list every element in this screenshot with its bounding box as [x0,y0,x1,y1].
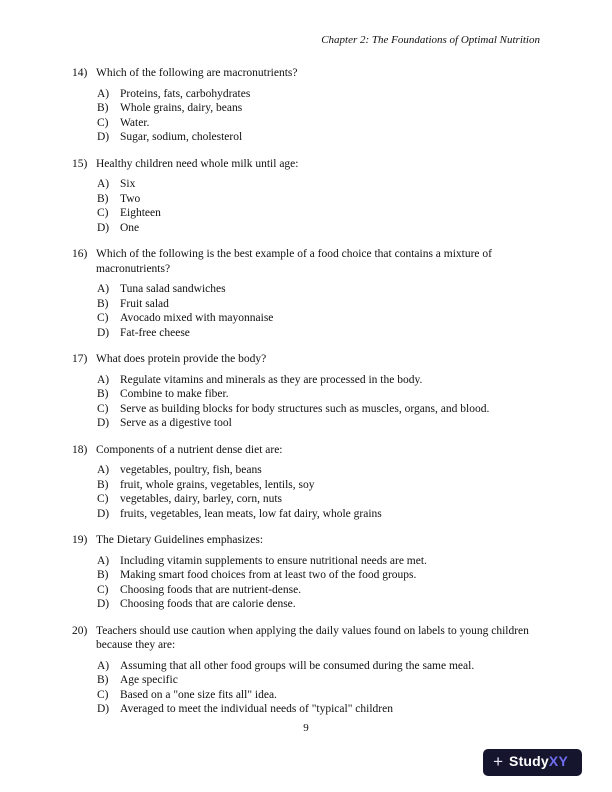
option-letter: D) [97,417,110,429]
option-text: vegetables, dairy, barley, corn, nuts [120,493,283,505]
question-head [72,66,542,81]
option-text: Regulate vitamins and minerals as they are processed in the body. [120,373,423,386]
option-text: Serve as a digestive tool [120,417,232,429]
question-head [72,157,542,172]
option-text: Avocado mixed with mayonnaise [120,312,274,324]
running-header: Chapter 2: The Foundations of Optimal Nutrition [321,34,540,46]
option-row [97,402,542,417]
option-text: Assuming that all other food groups will be consumed during the same meal. [120,659,475,672]
option-row [97,583,542,598]
option-row [97,507,542,522]
option-letter: A) [97,373,110,386]
question-text: Components of a nutrient dense diet are: [96,443,283,456]
option-row [97,463,542,478]
question-text: Which of the following are macronutrients? [96,67,298,79]
option-letter: C) [97,116,109,129]
option-letter: B) [97,478,109,491]
option-text: fruit, whole grains, vegetables, lentils, soy [120,478,315,491]
question-options [97,87,542,145]
question-options [97,463,542,521]
question-block [72,533,542,612]
option-row [97,192,542,207]
plus-icon: + [493,752,504,771]
option-row [97,597,542,612]
question-text: Healthy children need whole milk until age: [96,157,299,170]
question-options [97,554,542,612]
option-text: Proteins, fats, carbohydrates [120,87,251,100]
question-block [72,66,542,145]
question-options [97,177,542,235]
question-number: 15) [72,157,88,170]
option-letter: B) [97,388,109,400]
option-letter: B) [97,674,109,686]
option-row [97,282,542,297]
option-text: Including vitamin supplements to ensure nutritional needs are met. [120,554,427,567]
question-block [72,352,542,431]
option-text: vegetables, poultry, fish, beans [120,464,262,476]
questions-list [72,66,542,729]
option-letter: A) [97,554,110,567]
option-text: fruits, vegetables, lean meats, low fat dairy, whole grains [120,507,382,520]
option-text: Based on a "one size fits all" idea. [120,688,277,701]
option-row [97,297,542,312]
option-letter: C) [97,493,109,505]
option-row [97,478,542,493]
option-text: Making smart food choices from at least two of the food groups. [120,569,417,581]
question-head [72,247,542,276]
option-letter: D) [97,131,110,143]
question-text: Which of the following is the best example of a food choice that contains a mixture of macronutrients? [96,248,492,275]
question-block [72,157,542,236]
option-text: Fruit salad [120,297,169,310]
question-options [97,282,542,340]
question-number: 16) [72,248,88,260]
option-row [97,387,542,402]
question-text: What does protein provide the body? [96,353,267,365]
option-letter: A) [97,464,110,476]
option-text: Choosing foods that are nutrient-dense. [120,583,302,596]
option-letter: D) [97,598,110,610]
option-letter: C) [97,207,109,219]
question-head [72,352,542,367]
option-row [97,554,542,569]
question-options [97,659,542,717]
option-row [97,206,542,221]
option-text: Two [120,192,141,205]
option-letter: A) [97,87,110,100]
option-letter: A) [97,659,110,672]
option-text: Fat-free cheese [120,326,190,339]
option-text: Serve as building blocks for body structures such as muscles, organs, and blood. [120,402,490,415]
option-letter: A) [97,178,110,190]
option-letter: C) [97,402,109,415]
option-text: Water. [120,116,150,129]
option-letter: D) [97,221,110,234]
option-text: Tuna salad sandwiches [120,283,226,295]
page-number: 9 [303,722,309,734]
question-text: The Dietary Guidelines emphasizes: [96,534,264,546]
option-text: Combine to make fiber. [120,388,229,400]
option-letter: B) [97,192,109,205]
question-number: 18) [72,443,88,456]
option-row [97,702,542,717]
option-row [97,116,542,131]
option-text: Whole grains, dairy, beans [120,102,243,114]
option-row [97,688,542,703]
option-row [97,87,542,102]
option-letter: C) [97,312,109,324]
option-text: One [120,221,140,234]
brand-text-study: Study [509,753,549,769]
question-number: 20) [72,624,88,637]
option-text: Eighteen [120,207,161,219]
question-number: 19) [72,534,88,546]
option-row [97,130,542,145]
option-letter: C) [97,688,109,701]
question-block [72,624,542,717]
option-letter: B) [97,102,109,114]
question-head [72,624,542,653]
option-text: Six [120,178,136,190]
option-row [97,673,542,688]
question-number: 14) [72,67,88,79]
option-row [97,326,542,341]
option-text: Sugar, sodium, cholesterol [120,131,243,143]
option-letter: D) [97,703,110,715]
option-text: Choosing foods that are calorie dense. [120,598,296,610]
option-row [97,177,542,192]
option-row [97,101,542,116]
question-text: Teachers should use caution when applying the daily values found on labels to young children because they are: [96,624,529,651]
option-row [97,416,542,431]
option-letter: C) [97,583,109,596]
option-row [97,311,542,326]
option-row [97,373,542,388]
brand-text [509,753,568,771]
option-row [97,568,542,583]
question-head [72,443,542,458]
option-letter: D) [97,326,110,339]
option-row [97,221,542,236]
option-row [97,659,542,674]
option-row [97,492,542,507]
question-number: 17) [72,353,88,365]
option-text: Averaged to meet the individual needs of "typical" children [120,703,393,715]
question-head [72,533,542,548]
option-letter: D) [97,507,110,520]
option-letter: A) [97,283,110,295]
question-block [72,443,542,522]
brand-text-xy: XY [548,753,568,769]
option-text: Age specific [120,674,178,686]
option-letter: B) [97,569,109,581]
studyxy-logo [483,749,582,776]
question-block [72,247,542,340]
question-options [97,373,542,431]
option-letter: B) [97,297,109,310]
